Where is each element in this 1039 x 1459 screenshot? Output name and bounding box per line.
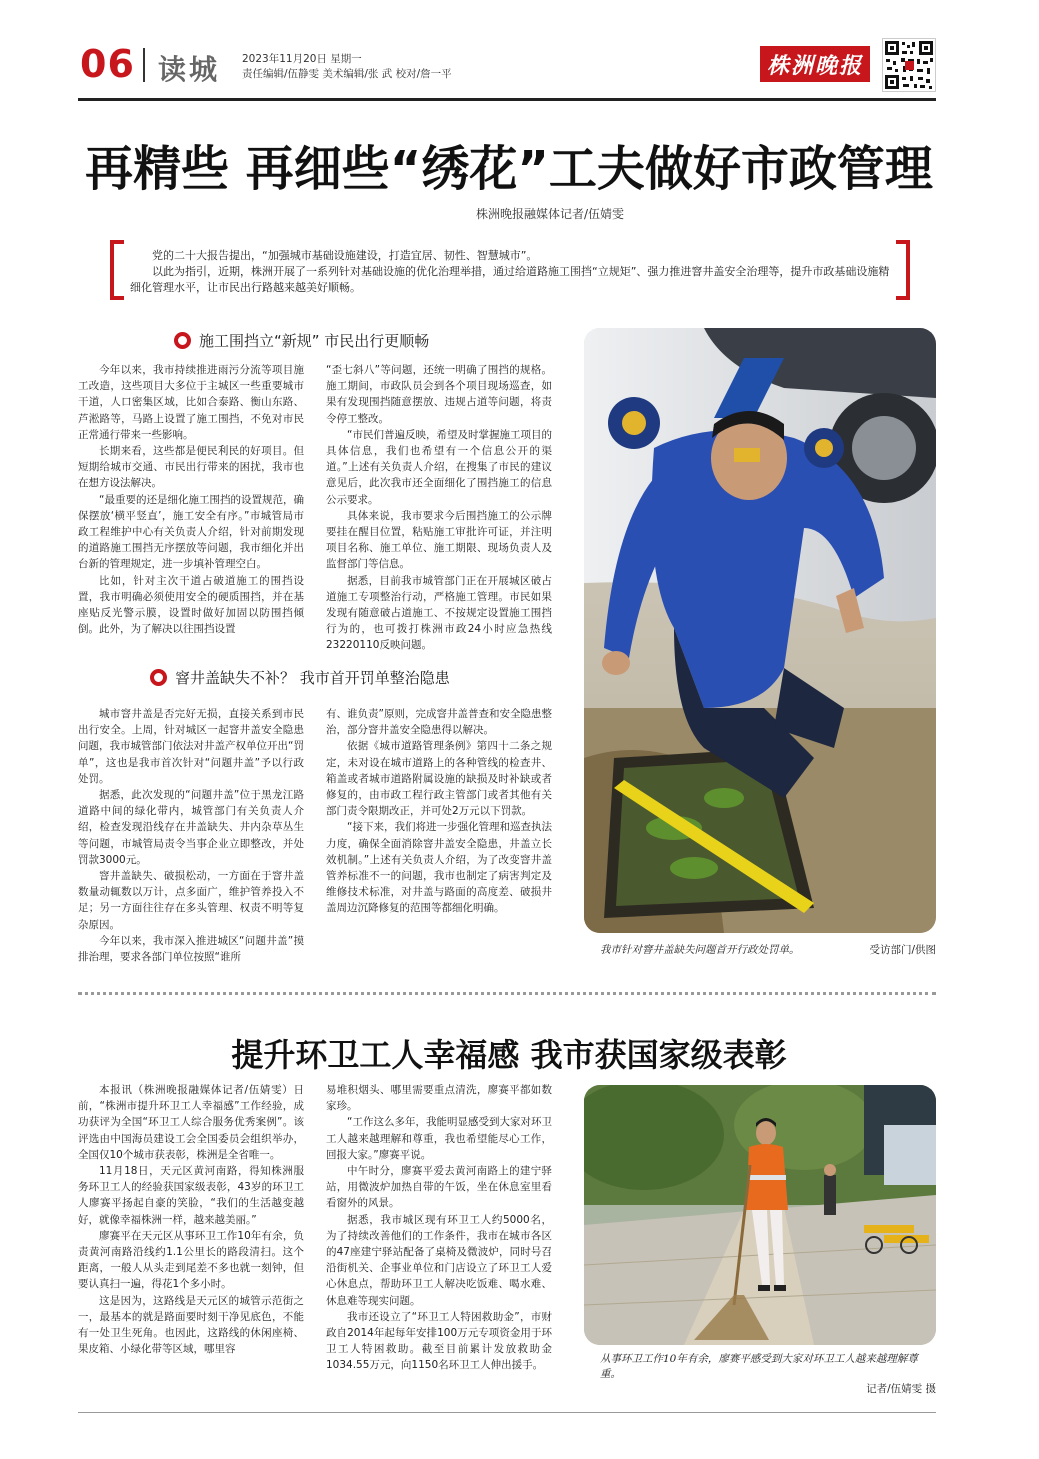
- article1-subhead-1: [174, 330, 429, 351]
- paragraph: 据悉，此次发现的“问题井盖”位于黑龙江路道路中间的绿化带内，城管部门有关负责人介绍，检查发现沿线存在井盖缺失、井内杂草丛生等问题，市城管局责令当事企业立即整改，并处罚款3000元。: [78, 789, 304, 866]
- paragraph: 窨井盖缺失、破损松动，一方面在于窨井盖数量动辄数以万计，点多面广，维护管养投入不足；另一方面往往存在多头管理、权责不明等复杂原因。: [78, 870, 304, 931]
- paragraph: 比如，针对主次干道占破道施工的围挡设置，我市明确必须使用安全的硬质围挡，并在基座贴反光警示膜，设置时做好加固以防围挡倾倒。此外，为了解决以往围挡设置: [78, 574, 304, 636]
- article1-headline: 再精些 再细些“绣花”工夫做好市政管理: [85, 141, 933, 197]
- bullet-circle-icon: [150, 669, 167, 686]
- paragraph: “歪七斜八”等问题，还统一明确了围挡的规格。施工期间，市政队员会到各个项目现场巡查，如果有发现围挡随意摆放、违规占道等问题，将责令停工整改。: [326, 364, 552, 425]
- page-number: 06: [80, 42, 135, 86]
- date-line: 2023年11月20日 星期一: [242, 53, 362, 65]
- intro-paragraph: 党的二十大报告提出，“加强城市基础设施建设，打造宜居、韧性、智慧城市”。: [152, 249, 538, 262]
- paragraph: “最重要的还是细化施工围挡的设置规范，确保摆放‘横平竖直’，施工安全有序。”市城管局市政工程维护中心有关负责人介绍，针对前期发现的道路施工围挡无序摆放等问题，我市细化并出台新的管理规定，进一步填补管理空白。: [78, 493, 304, 571]
- paragraph: 今年以来，我市持续推进雨污分流等项目施工改造，这些项目大多位于主城区一些重要城市干道，人口密集区域，比如合泰路、衡山东路、芦淞路等，马路上设置了施工围挡，不免对市民正常通行带来一些影响。: [78, 364, 304, 441]
- article1-col1-a: [78, 362, 304, 637]
- paragraph: 长期来看，这些都是便民利民的好项目。但短期给城市交通、市民出行带来的困扰，我市也在想方设法解决。: [78, 445, 304, 490]
- article-divider: [78, 992, 936, 995]
- paragraph: 廖赛平在天元区从事环卫工作10年有余，负责黄河南路沿线约1.1公里长的路段清扫。这个距离，一般人从头走到尾差不多也就一刻钟，但要认真扫一遍，得花1个多小时。: [78, 1229, 304, 1291]
- article1-photo-caption: [600, 942, 936, 957]
- sanitation-worker-photo: [584, 1085, 936, 1345]
- paragraph: 依据《城市道路管理条例》第四十二条之规定，未对设在城市道路上的各种管线的检查井、箱盖或者城市道路附属设施的缺损及时补缺或者修复的，由市政工程行政主管部门或者其他有关部门责令限期改正，并可处2万元以下罚款。: [326, 740, 552, 818]
- caption-text: 我市针对窨井盖缺失问题首开行政处罚单。: [600, 944, 800, 956]
- paragraph: 我市还设立了“环卫工人特困救助金”，市财政自2014年起每年安排100万元专项资金用于环卫工人特困救助。截至目前累计发放救助金1034.55万元，向1150名环卫工人伸出援手。: [326, 1310, 552, 1372]
- masthead-rule: [78, 98, 936, 101]
- photo-credit: 记者/伍婧雯 摄: [866, 1383, 936, 1395]
- article1-subhead-2: [150, 667, 450, 688]
- article1-col1-b: [78, 706, 304, 965]
- paragraph: 据悉，我市城区现有环卫工人约5000名，为了持续改善他们的工作条件，我市在城市各区的47座建宁驿站配备了桌椅及微波炉，同时号召沿街机关、企事业单位和门店设立了环卫工人爱心休息点，帮助环卫工人解决吃饭难、喝水难、休息难等现实问题。: [326, 1213, 552, 1307]
- paragraph: 这是因为，这路线是天元区的城管示范街之一，最基本的就是路面要时刻干净见底色，不能有一处卫生死角。也因此，这路线的休闲座椅、果皮箱、小绿化带等区域，哪里容: [78, 1294, 304, 1356]
- paragraph: 易堆积烟头、哪里需要重点清洗，廖赛平都如数家珍。: [326, 1084, 552, 1113]
- qr-code-icon[interactable]: [882, 38, 936, 92]
- section-name: 读城: [158, 53, 221, 86]
- article1-byline: 株洲晚报融媒体记者/伍婧雯: [475, 207, 625, 221]
- paragraph: 中午时分，廖赛平爱去黄河南路上的建宁驿站，用微波炉加热自带的午饭，坐在休息室里看看窗外的风景。: [326, 1165, 552, 1210]
- caption-text: 从事环卫工作10年有余，廖赛平感受到大家对环卫工人越来越理解尊重。: [600, 1353, 918, 1380]
- subhead-text: 施工围挡立“新规” 市民出行更顺畅: [199, 332, 430, 350]
- intro-text: [130, 248, 890, 296]
- paragraph: 有、谁负责”原则，完成窨井盖普查和安全隐患整治，部分窨井盖安全隐患得以解决。: [326, 708, 552, 737]
- intro-bracket-left: [110, 240, 124, 300]
- intro-paragraph: 以此为指引，近期，株洲开展了一系列针对基础设施的优化治理举措，通过给道路施工围挡“立规矩”、强力推进窨井盖安全治理等，提升市政基础设施精细化管理水平，让市民出行路越来越美好顺畅。: [130, 265, 890, 294]
- article1-col2-b: [326, 706, 552, 917]
- article1-intro-box: [110, 240, 910, 302]
- paragraph: 城市窨井盖是否完好无损，直接关系到市民出行安全。上周，针对城区一起窨井盖安全隐患问题，我市城管部门依法对井盖产权单位开出“罚单”，这也是我市首次针对“问题井盖”予以行政处罚。: [78, 708, 304, 785]
- masthead-divider: [143, 48, 145, 82]
- paragraph: 今年以来，我市深入推进城区“问题井盖”摸排治理，要求各部门单位按照“谁所: [78, 934, 304, 964]
- article2-photo-caption: [600, 1352, 936, 1397]
- brand-logo: 株洲晚报: [760, 46, 870, 82]
- paragraph: 本报讯（株洲晚报融媒体记者/伍婧雯）日前，“株洲市提升环卫工人幸福感”工作经验，成功获评为全国“环卫工人综合服务优秀案例”。该评选由中国海员建设工会全国委员会组织举办，全国仅10个城市获表彰，株洲是全省唯一。: [78, 1084, 304, 1161]
- photo-credit: 受访部门/供图: [869, 944, 936, 956]
- paragraph: 具体来说，我市要求今后围挡施工的公示牌要挂在醒目位置，粘贴施工审批许可证，并注明项目名称、施工单位、施工期限、现场负责人及监督部门等信息。: [326, 509, 552, 571]
- editors-line: 责任编辑/伍静雯 美术编辑/张 武 校对/詹一平: [242, 68, 452, 80]
- bottom-rule: [78, 1412, 936, 1413]
- paragraph: 据悉，目前我市城管部门正在开展城区破占道施工专项整治行动，严格施工管理。市民如果发现有随意破占道施工、不按规定设置施工围挡行为的，也可拨打株洲市政24小时应急热线23220110反映问题。: [326, 574, 552, 652]
- bullet-circle-icon: [174, 332, 191, 349]
- article2-col2: [326, 1082, 552, 1374]
- intro-bracket-right: [896, 240, 910, 300]
- paragraph: 11月18日，天元区黄河南路，得知株洲服务环卫工人的经验获国家级表彰，43岁的环卫工人廖赛平扬起自豪的笑脸，“我们的生活越变越好，就像幸福株洲一样，越来越美丽。”: [78, 1165, 304, 1226]
- article2-col1: [78, 1082, 304, 1357]
- paragraph: “接下来，我们将进一步强化管理和巡查执法力度，确保全面消除窨井盖安全隐患，井盖立长效机制。”上述有关负责人介绍，为了改变窨井盖管养标准不一的问题，我市也制定了病害判定及维修技术标准，对井盖与路面的高度差、破损井盖周边沉降修复的范围等都细化明确。: [326, 821, 552, 915]
- masthead-meta: [242, 52, 452, 82]
- subhead-text: 窨井盖缺失不补？ 我市首开罚单整治隐患: [175, 669, 450, 687]
- article1-col2-a: [326, 362, 552, 654]
- manhole-inspection-photo: [584, 328, 936, 933]
- paragraph: “工作这么多年，我能明显感受到大家对环卫工人越来越理解和尊重，我也希望能尽心工作，回报大家。”廖赛平说。: [326, 1116, 552, 1161]
- article2-headline: 提升环卫工人幸福感 我市获国家级表彰: [231, 1036, 787, 1074]
- paragraph: “市民们普遍反映，希望及时掌握施工项目的具体信息，我们也希望有一个信息公开的渠道。”上述有关负责人介绍，在搜集了市民的建议意见后，此次我市还全面细化了围挡施工的信息公示要求。: [326, 428, 552, 506]
